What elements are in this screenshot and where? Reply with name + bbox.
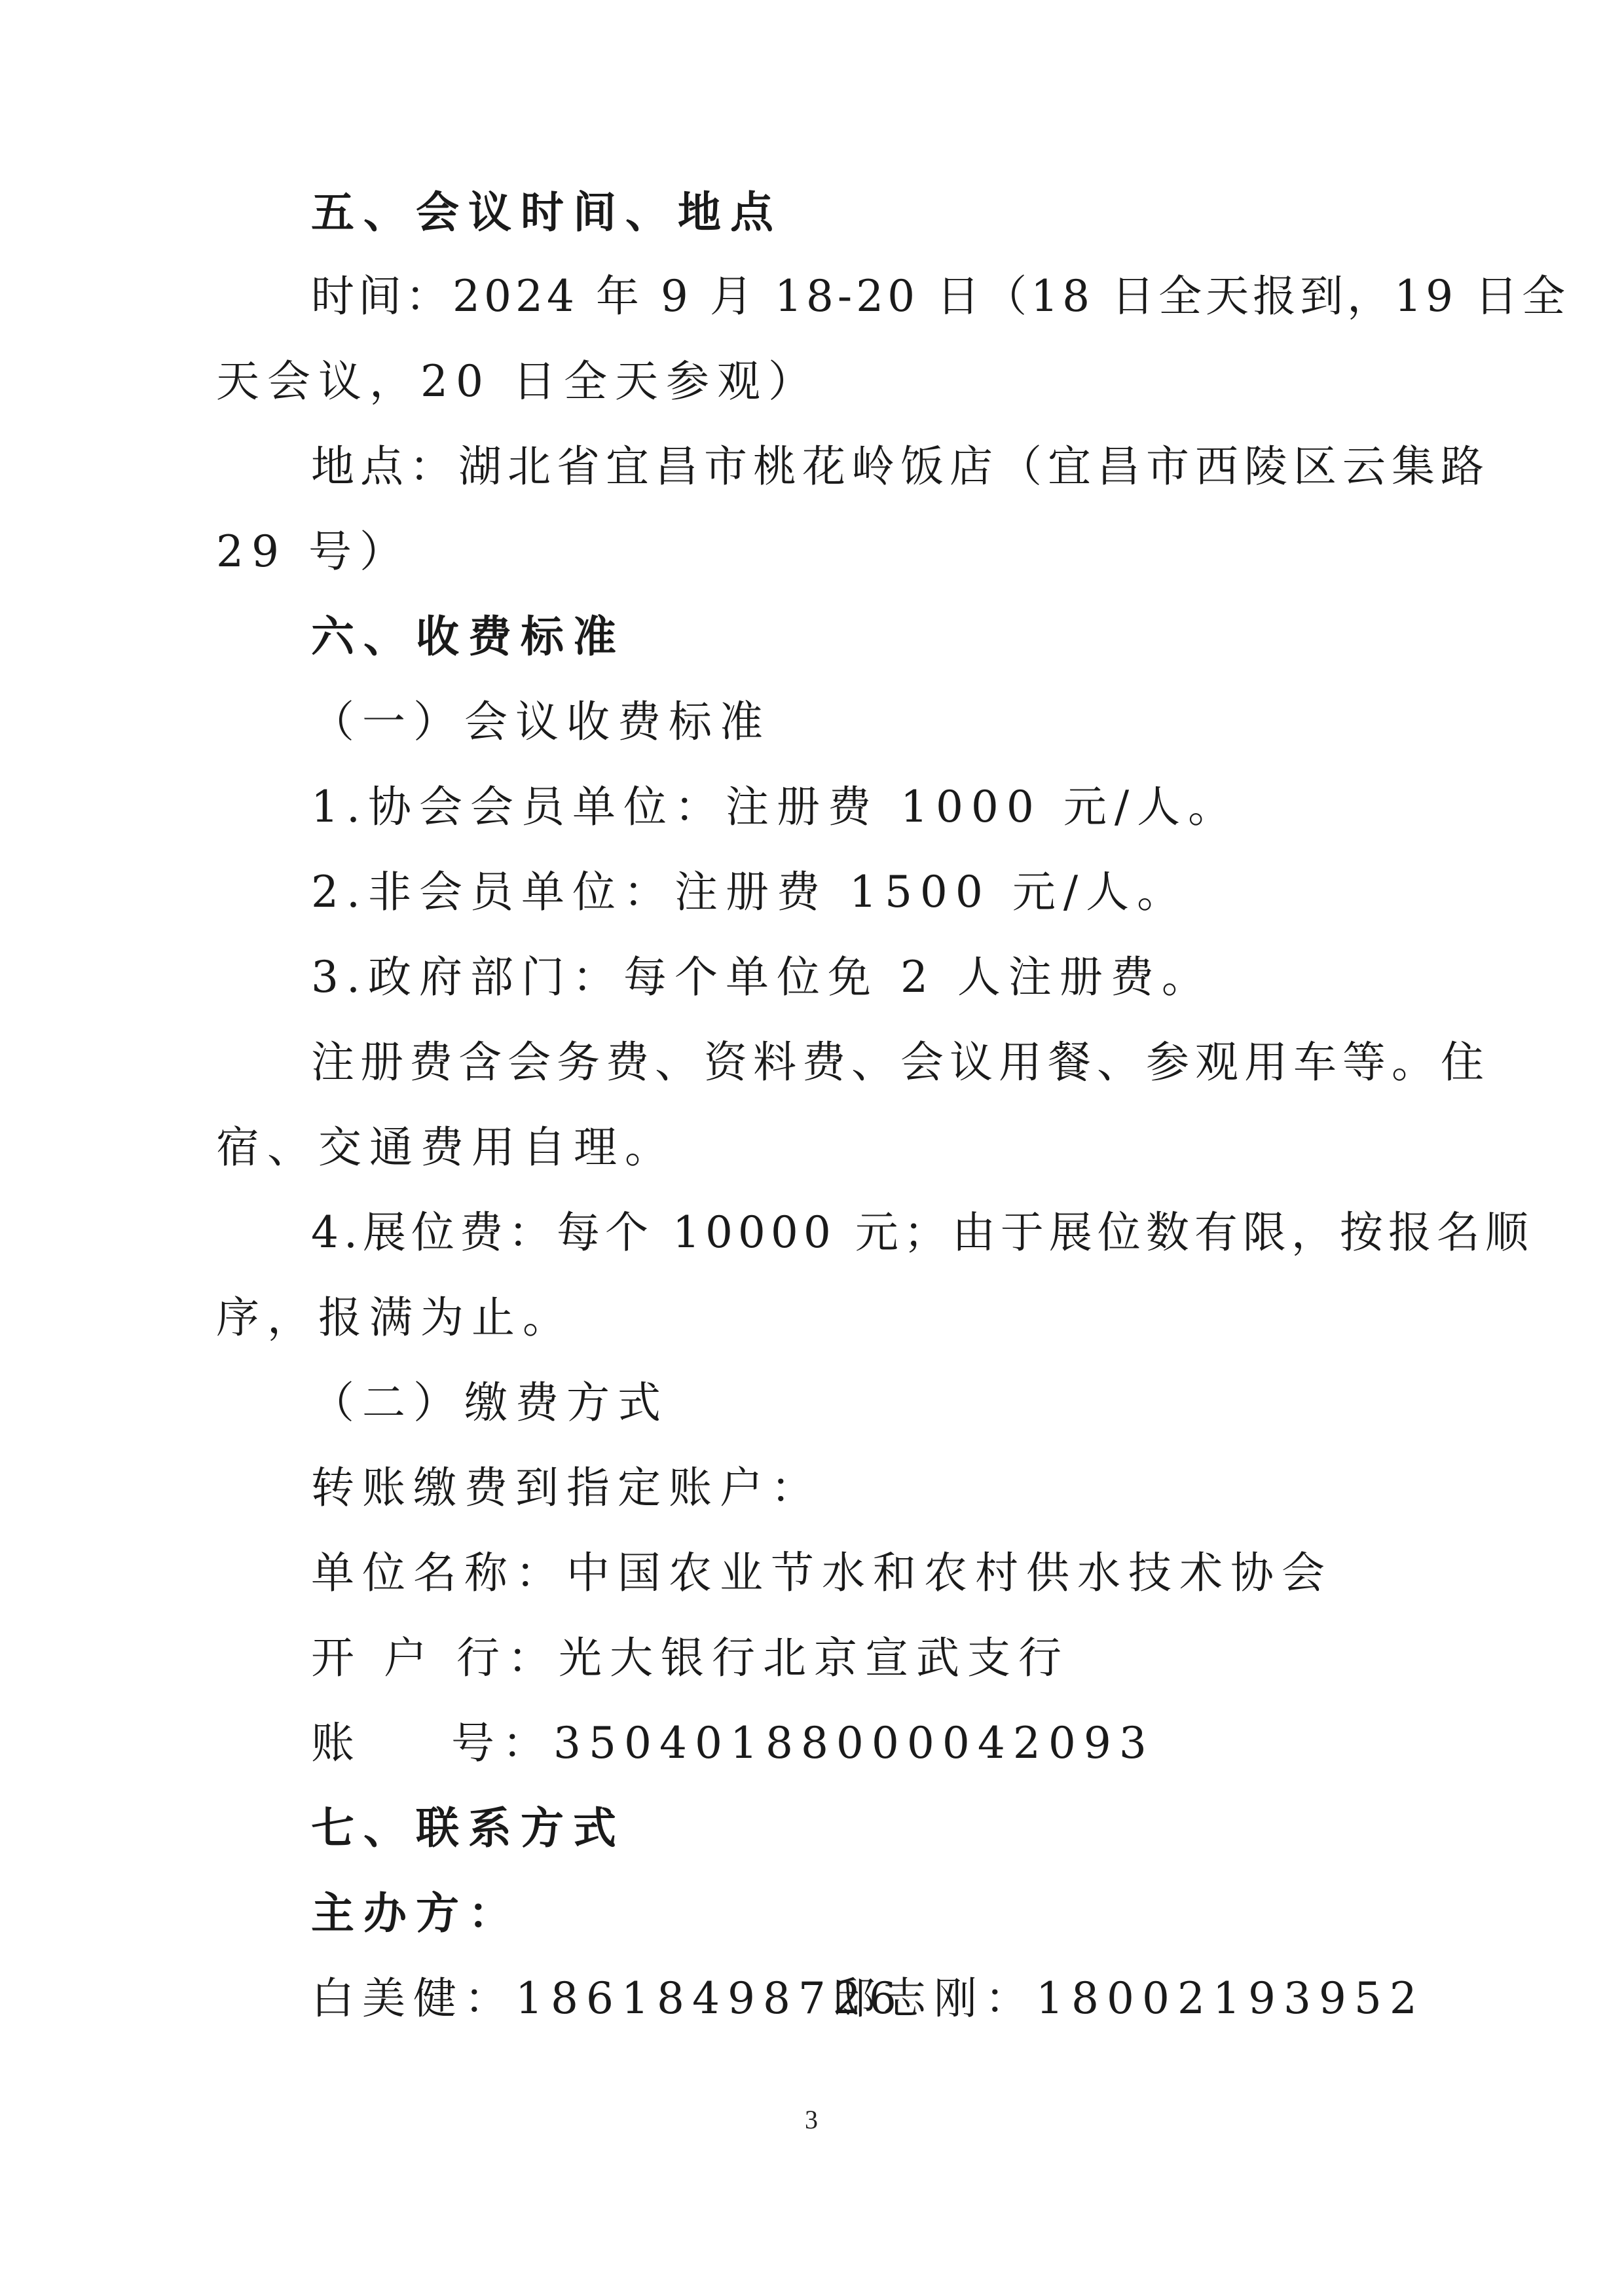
account-number-value: 35040188000042093 <box>553 1718 1154 1768</box>
fee-note-line-2: 宿、交通费用自理。 <box>216 1122 676 1173</box>
contact-person-2: 邸志刚：18002193952 <box>832 1973 1425 2024</box>
section-heading-fees: 六、收费标准 <box>311 611 625 662</box>
meeting-time-line-1: 时间：2024 年 9 月 18-20 日（18 日全天报到，19 日全 <box>311 271 1570 321</box>
account-number-label-start: 账 <box>311 1718 362 1768</box>
page-number: 3 <box>805 2105 818 2134</box>
organizer-label: 主办方： <box>311 1888 521 1939</box>
account-number-row <box>311 1718 1154 1768</box>
fee-item-member: 1.协会会员单位：注册费 1000 元/人。 <box>311 782 1240 832</box>
payment-intro: 转账缴费到指定账户： <box>311 1463 822 1513</box>
meeting-place-line-2: 29 号） <box>216 526 411 577</box>
fee-item-booth-line-1: 4.展位费：每个 10000 元；由于展位数有限，按报名顺 <box>311 1207 1534 1258</box>
fee-subheading-payment: （二）缴费方式 <box>311 1377 669 1428</box>
bank-label: 开 户 行： <box>311 1633 559 1683</box>
fee-subheading-meeting-fees: （一）会议收费标准 <box>311 697 771 747</box>
section-heading-meeting-time-place: 五、会议时间、地点 <box>311 187 783 238</box>
account-number-label-end: 号： <box>451 1718 553 1768</box>
fee-item-non-member: 2.非会员单位：注册费 1500 元/人。 <box>311 867 1189 917</box>
bank-row <box>311 1633 1069 1683</box>
meeting-place-line-1: 地点：湖北省宜昌市桃花岭饭店（宜昌市西陵区云集路 <box>311 441 1490 492</box>
bank-value: 光大银行北京宣武支行 <box>558 1633 1069 1683</box>
fee-item-government: 3.政府部门：每个单位免 2 人注册费。 <box>311 952 1213 1002</box>
fee-note-line-1: 注册费含会务费、资料费、会议用餐、参观用车等。住 <box>311 1037 1490 1087</box>
fee-item-booth-line-2: 序，报满为止。 <box>216 1292 574 1343</box>
account-name-row <box>311 1548 1333 1598</box>
account-name-value: 中国农业节水和农村供水技术协会 <box>566 1548 1333 1598</box>
account-name-label: 单位名称： <box>311 1548 566 1598</box>
contact-person-1: 白美健：18618498726 <box>311 1973 904 2024</box>
section-heading-contact: 七、联系方式 <box>311 1803 625 1853</box>
meeting-time-line-2: 天会议，20 日全天参观） <box>216 356 819 407</box>
